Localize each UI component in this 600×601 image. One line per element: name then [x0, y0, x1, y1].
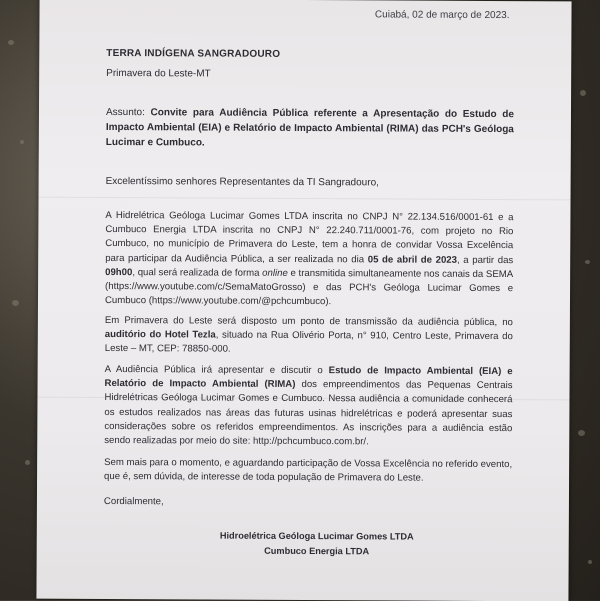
recipient-city: Primavera do Leste-MT — [106, 68, 211, 80]
online-word: online — [262, 267, 288, 279]
letter-date: Cuiabá, 02 de março de 2023. — [374, 9, 510, 22]
paragraph-invitation — [105, 209, 514, 311]
background-texture — [20, 140, 24, 144]
event-date: 05 de abril de 2023 — [367, 253, 458, 266]
letter-paper — [36, 0, 571, 601]
text: Em Primavera do Leste será disposto um ponto de transmissão da audiência pública, no — [104, 314, 513, 329]
recipient-block — [106, 47, 280, 82]
text: A Audiência Pública irá apresentar e discutir o — [104, 363, 329, 377]
text: , qual será realizada de forma — [132, 266, 263, 279]
text: dos empreendimentos das Pequenas Centrais Hidrelétricas Geóloga Lucimar Gomes e Cumbuco. Nessa audiência a comunidade conhecerá os estudos realizados nas áreas das futuras usinas hidrelétricas e poderá apresentar suas considerações sobre os referidos empreendimentos. As inscrições para a audiência estão sendo realizadas por meio do site: http://pchcumbuco.com.br/. — [104, 379, 513, 448]
background-texture — [580, 90, 586, 96]
paragraph-venue — [105, 314, 513, 359]
text: A Hidrelétrica Geóloga Lucimar Gomes LTDA inscrita no CNPJ N° 22.134.516/0001-61 e a Cumbuco Energia LTDA inscrita no CNPJ N° 22.240.711/0001-76, com projeto no Rio Cumbuco, no município de Primavera do Leste, tem a honra de convidar Vossa Excelência para participar da Audiência Pública, a ser realizada no dia — [105, 209, 514, 265]
event-time: 09h00 — [105, 266, 133, 278]
closing-salutation: Cordialmente, — [103, 495, 164, 508]
text: e transmitida simultaneamente nos canais da SEMA (https://www.youtube.com/c/SemaMatoGrosso) e das PCH's Geóloga Lucimar Gomes e Cumbuco (https://www.youtube.com/@pchcumbuco). — [104, 267, 514, 308]
venue-name: auditório do Hotel Tezla — [104, 329, 216, 341]
subject-paragraph — [106, 105, 514, 152]
background-texture — [8, 40, 14, 45]
subject-text: Convite para Audiência Pública referente a Apresentação do Estudo de Impacto Ambiental (EIA) e Relatório de Impacto Ambiental (RIMA) das PCH's Geóloga Lucimar e Cumbuco. — [105, 107, 515, 149]
signer-company-2: Cumbuco Energia LTDA — [264, 545, 370, 557]
studies-name: Estudo de Impacto Ambiental (EIA) e Relatório de Impacto Ambiental (RIMA) — [104, 365, 513, 391]
recipient-name: TERRA INDÍGENA SANGRADOURO — [106, 47, 281, 60]
background-texture — [12, 300, 19, 306]
paper-fold — [39, 197, 571, 201]
background-texture — [25, 460, 30, 465]
paragraph-closing-remarks: Sem mais para o momento, e aguardando participação de Vossa Excelência no referido evento, que é, sem dúvida, de interesse de toda população de Primavera do Leste. — [104, 456, 513, 484]
greeting: Excelentíssimo senhores Representantes da TI Sangradouro, — [105, 175, 379, 189]
text: , situado na Rua Olivério Porta, n° 910, Centro Leste, Primavera do Leste – MT, CEP: 78850-000. — [104, 329, 513, 356]
background-texture — [585, 260, 590, 264]
signer-company-1: Hidroelétrica Geóloga Lucimar Gomes LTDA — [219, 530, 414, 542]
signature-block — [197, 528, 437, 559]
background-texture — [588, 560, 592, 564]
subject-label: Assunto: — [105, 106, 145, 119]
background-texture — [578, 430, 585, 436]
paragraph-studies — [104, 363, 512, 450]
text: , a partir das — [456, 254, 514, 266]
